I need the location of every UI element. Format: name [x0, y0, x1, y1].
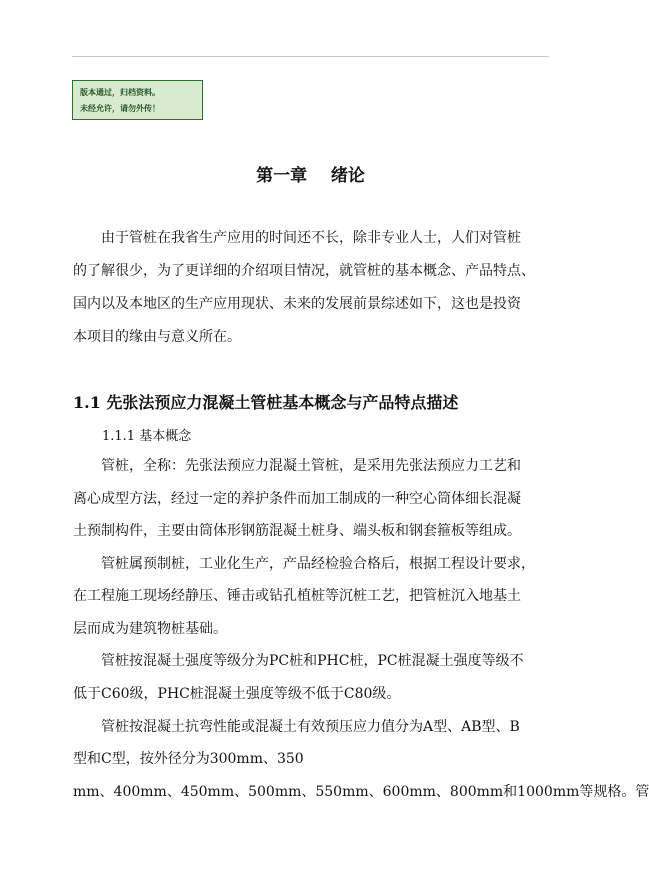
subsection-heading: 1.1.1 基本概念 — [102, 429, 192, 444]
body-line: 离心成型方法，经过一定的养护条件而加工制成的一种空心筒体细长混凝 — [73, 491, 521, 507]
body-line: 在工程施工现场经静压、锤击或钻孔植桩等沉桩工艺，把管桩沉入地基土 — [73, 588, 521, 604]
section-heading: 1.1 先张法预应力混凝土管桩基本概念与产品特点描述 — [73, 393, 459, 412]
intro-line: 国内以及本地区的生产应用现状、未来的发展前景综述如下，这也是投资 — [73, 296, 521, 312]
body-line: 管桩按混凝土强度等级分为PC桩和PHC桩，PC桩混凝土强度等级不 — [101, 653, 524, 669]
body-line: 管桩，全称：先张法预应力混凝土管桩，是采用先张法预应力工艺和 — [101, 458, 521, 474]
stamp-line-1: 版本通过，归档资料。 — [80, 88, 160, 97]
intro-line: 本项目的缘由与意义所在。 — [73, 329, 241, 345]
body-line: 型和C型，按外径分为300mm、350 — [73, 751, 304, 767]
header-rule — [72, 56, 549, 57]
stamp-line-2: 未经允许，请勿外传！ — [80, 104, 160, 113]
body-line: mm、400mm、450mm、500mm、550mm、600mm、800mm和1000mm等规格。管 — [73, 784, 649, 800]
watermark-stamp — [72, 80, 203, 120]
body-line: 管桩属预制桩，工业化生产，产品经检验合格后，根据工程设计要求， — [101, 556, 535, 572]
body-line: 管桩按混凝土抗弯性能或混凝土有效预压应力值分为A型、AB型、B — [101, 719, 520, 735]
chapter-title: 第一章 绪论 — [256, 166, 365, 186]
intro-line: 的了解很少，为了更详细的介绍项目情况，就管桩的基本概念、产品特点、 — [73, 263, 535, 279]
intro-line: 由于管桩在我省生产应用的时间还不长，除非专业人士，人们对管桩 — [101, 230, 521, 246]
body-line: 低于C60级，PHC桩混凝土强度等级不低于C80级。 — [73, 686, 401, 702]
body-line: 土预制构件，主要由筒体形钢筋混凝土桩身、端头板和钢套箍板等组成。 — [73, 523, 521, 539]
body-line: 层而成为建筑物桩基础。 — [73, 621, 227, 637]
